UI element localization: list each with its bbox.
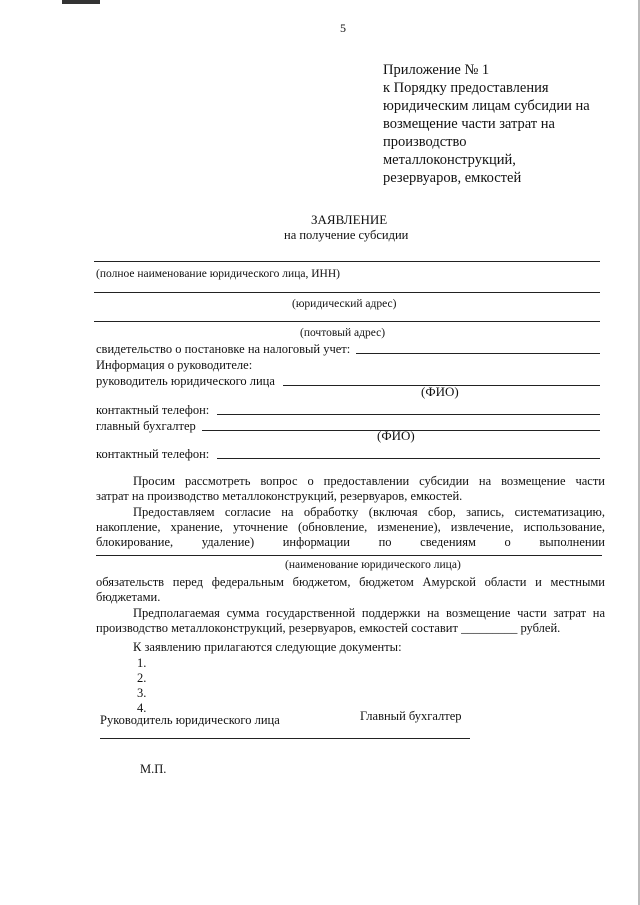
amount-paragraph-line: Предполагаемая сумма государственной поддержки на возмещение части затрат на <box>133 606 605 620</box>
postal-address-caption: (почтовый адрес) <box>300 327 386 339</box>
request-paragraph-line: затрат на производство металлоконструкций, резервуаров, емкостей. <box>96 489 463 503</box>
name-inn-field-line <box>94 261 600 262</box>
head-signature-label: Руководитель юридического лица <box>100 713 280 727</box>
appendix-line: к Порядку предоставления <box>383 80 549 96</box>
accountant-label: главный бухгалтер <box>96 419 196 433</box>
obligations-paragraph-line: бюджетами. <box>96 590 161 604</box>
legal-address-caption: (юридический адрес) <box>292 298 397 310</box>
org-name-caption: (наименование юридического лица) <box>285 559 461 571</box>
document-title: ЗАЯВЛЕНИЕ <box>311 212 388 227</box>
org-name-field-line <box>96 555 602 556</box>
consent-paragraph-line: накопление, хранение, уточнение (обновление, изменение), извлечение, использование, <box>96 520 605 534</box>
scan-artifact-top <box>62 0 100 4</box>
appendix-line: Приложение № 1 <box>383 62 490 78</box>
accountant-phone-field-line <box>217 458 600 459</box>
head-info-heading: Информация о руководителе: <box>96 358 253 372</box>
attachment-item: 3. <box>137 686 147 700</box>
attachment-item: 4. <box>137 701 147 715</box>
amount-paragraph-line: производство металлоконструкций, резервуаров, емкостей составит _________ рублей. <box>96 621 561 635</box>
appendix-line: юридическим лицам субсидии на <box>383 98 590 114</box>
tax-certificate-label: свидетельство о постановке на налоговый учет: <box>96 342 351 356</box>
obligations-paragraph-line: обязательств перед федеральным бюджетом, бюджетом Амурской области и местными <box>96 575 605 589</box>
page-number: 5 <box>340 21 346 35</box>
request-paragraph-line: Просим рассмотреть вопрос о предоставлении субсидии на возмещение части <box>133 474 605 488</box>
head-label: руководитель юридического лица <box>96 374 275 388</box>
attachments-intro: К заявлению прилагаются следующие документы: <box>133 640 402 654</box>
consent-paragraph-line: блокирование, удаление) информации по сведениям о выполнении <box>96 535 605 549</box>
stamp-placeholder: М.П. <box>140 762 167 776</box>
document-subtitle: на получение субсидии <box>284 228 409 242</box>
appendix-line: возмещение части затрат на <box>383 116 555 132</box>
tax-certificate-field-line <box>356 353 600 354</box>
name-inn-caption: (полное наименование юридического лица, ИНН) <box>96 268 340 280</box>
accountant-phone-label: контактный телефон: <box>96 447 210 461</box>
accountant-signature-label: Главный бухгалтер <box>360 709 462 723</box>
signature-line <box>100 738 470 739</box>
accountant-fio-caption: (ФИО) <box>377 428 415 443</box>
appendix-line: производство <box>383 134 467 150</box>
head-phone-field-line <box>217 414 600 415</box>
postal-address-field-line <box>94 321 600 322</box>
attachment-item: 1. <box>137 656 147 670</box>
appendix-line: металлоконструкций, <box>383 152 516 168</box>
head-phone-label: контактный телефон: <box>96 403 210 417</box>
legal-address-field-line <box>94 292 600 293</box>
head-fio-caption: (ФИО) <box>421 384 459 399</box>
attachment-item: 2. <box>137 671 147 685</box>
appendix-line: резервуаров, емкостей <box>383 170 522 186</box>
consent-paragraph-line: Предоставляем согласие на обработку (включая сбор, запись, систематизацию, <box>133 505 605 519</box>
